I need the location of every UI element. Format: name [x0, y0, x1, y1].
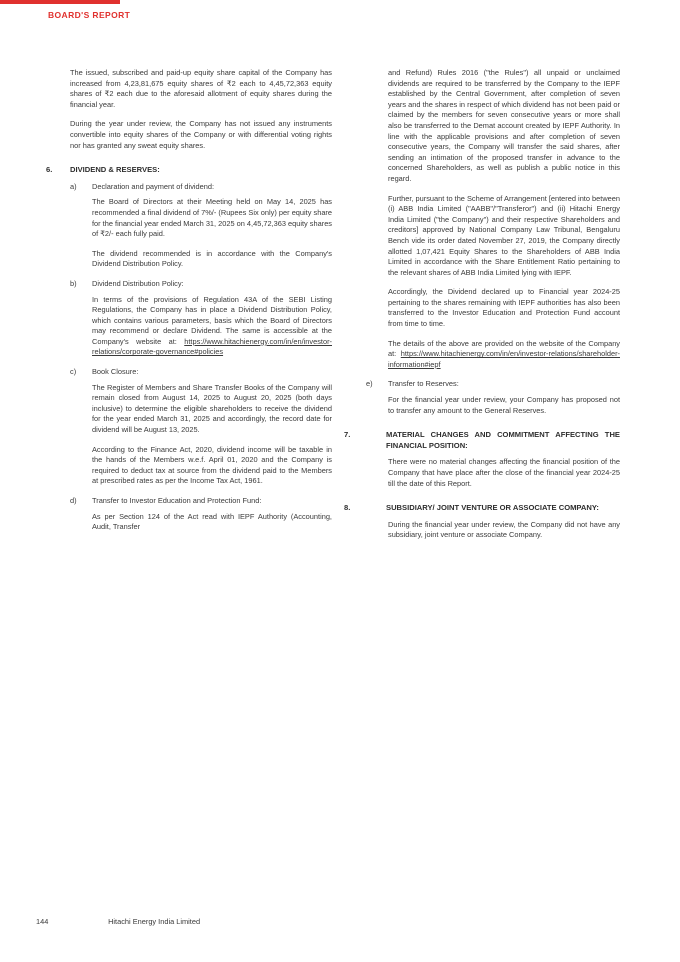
section-8-heading	[344, 503, 620, 514]
footer-company-name: Hitachi Energy India Limited	[108, 917, 201, 926]
reserves-paragraph: For the financial year under review, your Company has proposed not to transfer any amount to the General Reserves.	[388, 395, 620, 415]
subsection-title: Declaration and payment of dividend:	[92, 181, 215, 191]
iepf-transfer-paragraph: Accordingly, the Dividend declared up to Financial year 2024-25 pertaining to the shares remaining with IEPF authorities has also been transferred to the Investor Education and Protection Fund account from time to time.	[388, 287, 620, 329]
subsection-title: Dividend Distribution Policy:	[92, 278, 184, 288]
book-closure-paragraph: The Register of Members and Share Transfer Books of the Company will remain closed from August 14, 2025 to August 20, 2025 (both days inclusive) to determine the eligible shareholders to receive the dividend for the year ended March 31, 2025 and accordingly, the record date for dividend will be August 13, 2025.	[92, 382, 332, 435]
section-number: 6.	[46, 165, 53, 175]
section-number: 7.	[344, 430, 351, 440]
page-footer	[36, 917, 200, 926]
material-changes-paragraph: There were no material changes affecting the financial position of the Company that have place after the close of the financial year 2024-25 till the date of this Report.	[388, 457, 620, 488]
section-title: MATERIAL CHANGES AND COMMITMENT AFFECTING THE FINANCIAL POSITION:	[386, 430, 620, 450]
subsection-e-heading	[366, 379, 620, 390]
dividend-declaration-paragraph: The Board of Directors at their Meeting held on May 14, 2025 has recommended a final dividend of 7%/- (Rupees Six only) per equity share for the financial year ended March 31, 2025 on 4,45,72,363 equity shares of ₹2/- each fully paid.	[92, 197, 332, 239]
subsection-letter: e)	[366, 379, 373, 389]
section-title: SUBSIDIARY/ JOINT VENTURE OR ASSOCIATE COMPANY:	[386, 503, 599, 513]
subsection-letter: c)	[70, 367, 77, 377]
instruments-paragraph: During the year under review, the Company has not issued any instruments convertible into equity shares of the Company or with differential voting rights nor has granted any sweat equity shares.	[70, 119, 332, 150]
iepf-details-text: The details of the above are provided on the website of the Company at:	[388, 338, 620, 359]
policies-link[interactable]: https://www.hitachienergy.com/in/en/investor-relations/corporate-governance#policies	[92, 336, 332, 357]
subsection-d-heading	[70, 496, 332, 507]
distribution-policy-text: In terms of the provisions of Regulation 43A of the SEBI Listing Regulations, the Company has in place a Dividend Distribution Policy, which contains various parameters, basis which the Board of Directors may recommend or declare Dividend. The same is accessible at the Company's website at:	[92, 294, 332, 346]
subsection-letter: b)	[70, 278, 77, 288]
subsection-b-heading	[70, 278, 332, 290]
section-7-heading	[344, 430, 620, 451]
dividend-policy-accordance-paragraph: The dividend recommended is in accordance with the Company's Dividend Distribution Policy.	[92, 248, 332, 269]
subsection-letter: a)	[70, 181, 77, 191]
section-header: BOARD'S REPORT	[48, 10, 131, 20]
iepf-paragraph-continued: and Refund) Rules 2016 ("the Rules") all unpaid or unclaimed dividends are required to be transferred by the Company to the IEPF established by the Central Government, after completion of seven years and the shares in respect of which dividend has not been paid or claimed by the members for seven consecutive years or more shall also be transferred to the Demat account created by IEPF Authority. In line with the applicable provisions and after completion of seven consecutive years, the Company will transfer the said shares, after sending an intimation of the proposed transfer in advance to the concerned Shareholders, as well as publish a public notice in this regard.	[388, 68, 620, 183]
subsidiary-paragraph: During the financial year under review, the Company did not have any subsidiary, joint venture or associate Company.	[388, 519, 620, 540]
iepf-paragraph-start: As per Section 124 of the Act read with IEPF Authority (Accounting, Audit, Transfer	[92, 511, 332, 532]
right-column	[344, 68, 620, 550]
subsection-letter: d)	[70, 496, 77, 505]
scheme-arrangement-paragraph: Further, pursuant to the Scheme of Arrangement [entered into between (i) ABB India Limited ("AABB"/"Transferor") and (ii) Hitachi Energy India Limited ("the Company") and their respective Shareholders and creditors] approved by National Company Law Tribunal, Bengaluru Bench vide its order dated November 27, 2019, the Company directly allotted 1,07,421 Equity Shares to the Shareholders of ABB India Limited in accordance with the Share Entitlement Ratio pertaining to the relevant shares of ABB India Limited lying with IEPF.	[388, 193, 620, 277]
section-number: 8.	[344, 503, 351, 513]
subsection-a-heading	[70, 181, 332, 193]
header-accent-bar	[0, 0, 120, 4]
subsection-title: Transfer to Investor Education and Protection Fund:	[92, 496, 262, 505]
iepf-details-paragraph	[388, 339, 620, 371]
subsection-title: Transfer to Reserves:	[388, 379, 459, 389]
tax-paragraph: According to the Finance Act, 2020, dividend income will be taxable in the hands of the Members w.e.f. April 01, 2020 and the Company is required to deduct tax at source from the dividend paid to the Members at prescribed rates as per the Income Tax Act, 1961.	[92, 444, 332, 486]
subsection-c-heading	[70, 367, 332, 378]
subsection-title: Book Closure:	[92, 367, 139, 377]
iepf-link[interactable]: https://www.hitachienergy.com/in/en/investor-relations/shareholder-information#iepf	[388, 349, 620, 369]
left-column	[46, 68, 332, 542]
section-6-heading	[46, 165, 332, 176]
distribution-policy-paragraph	[92, 295, 332, 359]
page-number: 144	[36, 917, 49, 926]
share-capital-paragraph: The issued, subscribed and paid-up equity share capital of the Company has increased from 4,23,81,675 equity shares of ₹2 each to 4,45,72,363 equity shares of ₹2 each due to the aforesaid allotment of equity shares during the financial year.	[70, 68, 332, 109]
section-title: DIVIDEND & RESERVES:	[70, 165, 160, 175]
